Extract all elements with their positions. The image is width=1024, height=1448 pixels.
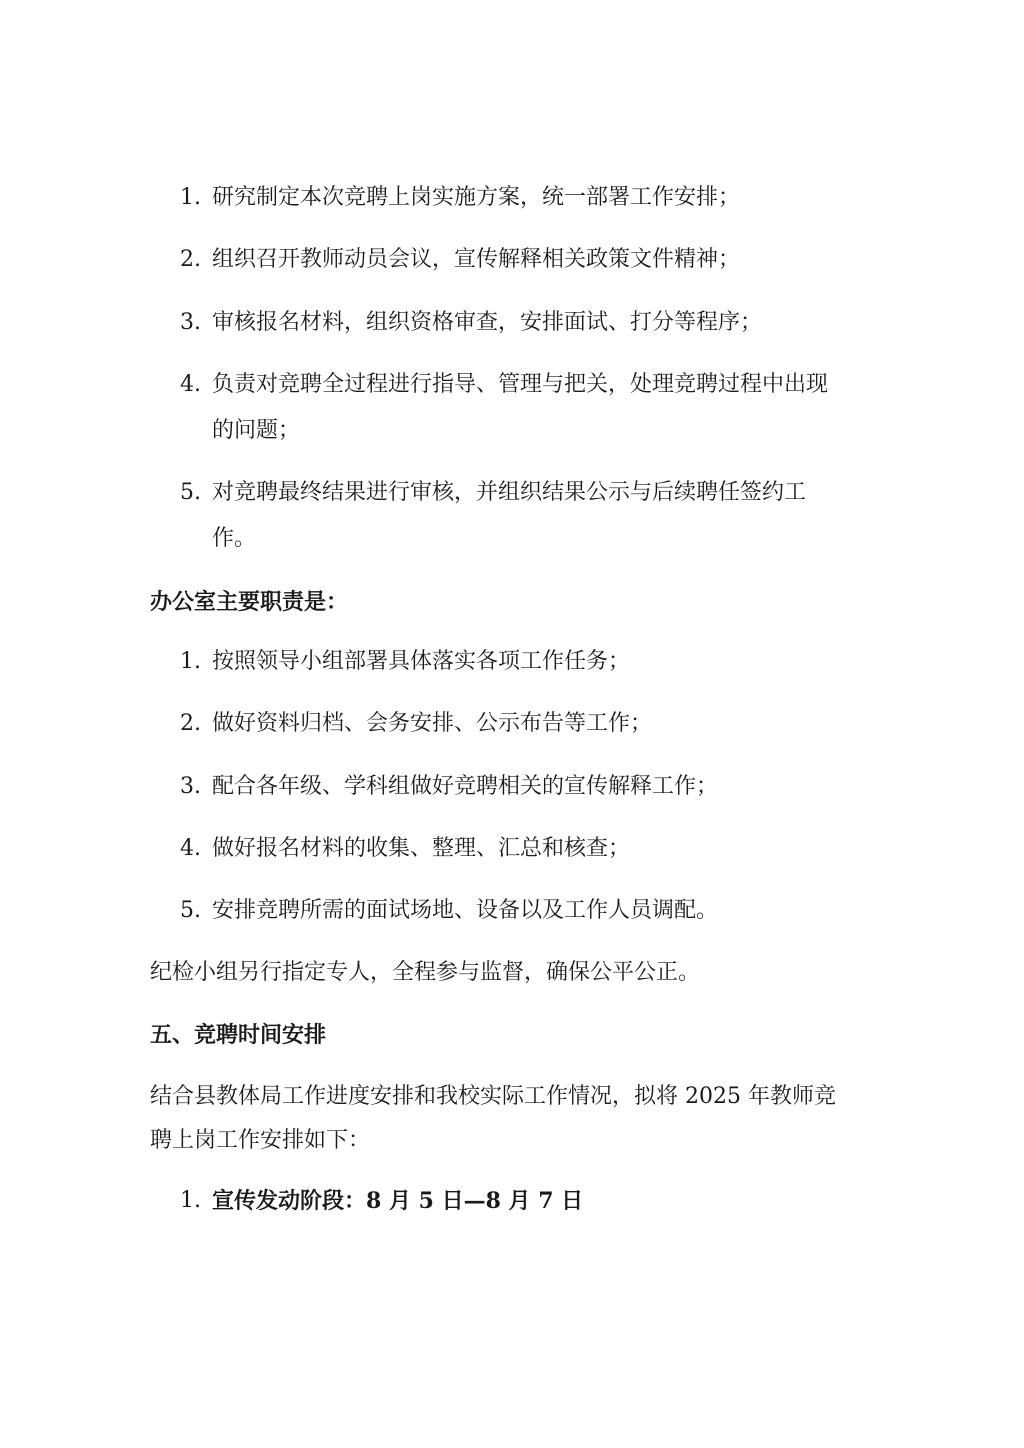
list-text: 配合各年级、学科组做好竞聘相关的宣传解释工作； [212,774,719,799]
list-text: 宣传发动阶段：8 月 5 日—8 月 7 日 [212,1188,584,1214]
committee-item-2 [180,243,880,277]
section-intro-line-1: 结合县教体局工作进度安排和我校实际工作情况，拟将 2025 年教师竞 [150,1084,836,1109]
office-item-3 [180,770,880,804]
committee-item-3 [180,306,880,340]
list-text: 审核报名材料，组织资格审查，安排面试、打分等程序； [212,310,763,335]
committee-item-1 [180,181,880,215]
committee-item-4 [180,368,880,448]
list-number: 5. [180,898,201,923]
list-number: 3. [180,310,201,335]
list-number: 2. [180,711,201,736]
list-number: 1. [180,1188,201,1213]
list-text: 组织召开教师动员会议，宣传解释相关政策文件精神； [212,247,741,272]
discipline-paragraph: 纪检小组另行指定专人，全程参与监督，确保公平公正。 [150,960,701,985]
office-item-2 [180,707,880,741]
list-text: 负责对竞聘全过程进行指导、管理与把关，处理竞聘过程中出现 [212,372,829,397]
office-item-4 [180,832,880,866]
list-number: 2. [180,247,201,272]
committee-item-5 [180,476,880,556]
list-number: 4. [180,372,201,397]
list-number: 3. [180,774,201,799]
list-text: 对竞聘最终结果进行审核，并组织结果公示与后续聘任签约工 [212,480,807,505]
list-text: 做好报名材料的收集、整理、汇总和核查； [212,836,631,861]
section-intro-line-2: 聘上岗工作安排如下： [150,1128,371,1153]
list-text: 按照领导小组部署具体落实各项工作任务； [212,649,631,674]
list-text: 做好资料归档、会务安排、公示布告等工作； [212,711,653,736]
list-text: 研究制定本次竞聘上岗实施方案，统一部署工作安排； [212,185,741,210]
list-number: 5. [180,480,201,505]
office-heading: 办公室主要职责是： [150,589,349,615]
list-number: 1. [180,649,201,674]
list-text-continued: 作。 [212,526,257,551]
office-item-5 [180,894,880,928]
list-text-continued: 的问题； [212,418,301,443]
section-heading: 五、竞聘时间安排 [150,1022,327,1048]
list-number: 1. [180,185,201,210]
phase-item-1 [180,1184,880,1218]
list-number: 4. [180,836,201,861]
office-item-1 [180,645,880,679]
list-text: 安排竞聘所需的面试场地、设备以及工作人员调配。 [212,898,719,923]
